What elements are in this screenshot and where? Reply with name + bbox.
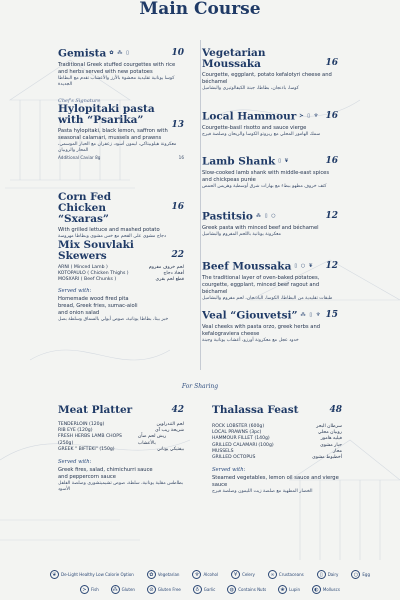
skewer-line: KOTOPAULO ( Chicken Thighs ) أفخاذ دجاج [58, 271, 184, 277]
item-name: Local Hammour [202, 110, 297, 123]
item-price: 10 [171, 48, 184, 58]
item-price: 16 [325, 58, 338, 68]
legend-item: ○ Egg [351, 570, 370, 579]
item-name: Pastitsio [202, 210, 253, 223]
egg-icon: ○ [351, 570, 360, 579]
platter-row: GREEK " BIFTEKI" (150g) بيفتيكي يوناني [58, 446, 184, 452]
served-with-label: Served with: [58, 287, 92, 294]
menu-item-gemista[interactable] [58, 48, 184, 88]
item-description-arabic: دجاج مشوي على الفحم مع خس مشوي وبطاطا مهروسة [58, 234, 167, 239]
skewer-line: ARNI ( Minced Lamb ) لحم خروف مفروم [58, 265, 184, 270]
column-divider [200, 40, 201, 370]
menu-item-chicken[interactable] [58, 192, 184, 240]
legend-item: ▯ Dairy [317, 570, 339, 579]
item-description: Traditional Greek stuffed courgettes with rice and herbs served with new potatoes [58, 61, 176, 75]
allergen-icons: ≻ ▯ ♆ [299, 113, 320, 119]
feast-row: GRILLED OCTOPUS أخطبوط مشوي [212, 455, 342, 461]
fish-icon: ≻ [80, 585, 89, 594]
caviar-note: Additional Caviar 8g [58, 155, 101, 160]
allergen-icons: ▯ ○ ¥ [294, 263, 314, 269]
served-with-label: Served with: [212, 467, 246, 474]
item-description: Courgette-basil risotto and sauce vierge [202, 124, 307, 131]
chef-signature-label: Chef's Signature [58, 98, 101, 104]
celery-icon: ¥ [231, 570, 240, 579]
legend-item: ¥ Celery [231, 570, 255, 579]
menu-item-lamb-shank[interactable] [202, 156, 338, 190]
legend-item: ◍ Contains Nuts [227, 585, 266, 594]
legend-item: ⊘ Gluten Free [147, 585, 181, 594]
item-description-arabic: خدود عجل مع معكرونة أورزو، أعشاب يونانية وجبنة [202, 337, 299, 343]
item-description: Veal cheeks with pasta orzo, greek herbs and kefalograviera cheese [202, 323, 321, 337]
item-description-arabic: معكرونة هيلوبيتاكي، ليمون أسود، زعفران مع الحبار الموسمي، المحار والروبيان [58, 142, 177, 153]
item-name: Beef Moussaka [202, 260, 292, 273]
item-description: Courgette, eggplant, potato kefalotyri cheese and béchamel [202, 72, 332, 85]
served-with-arabic: بطاطس مقلية يونانية، سلطة، صوص تشيميتشوري وصلصة الفلفل الأسود [58, 481, 184, 493]
legend-item: ✿ Vegetarian [147, 570, 180, 579]
left-column [58, 48, 184, 378]
allergen-icons: ⁂ ▯ ♆ [300, 312, 322, 318]
item-price: 12 [325, 261, 338, 271]
item-description: Greek pasta with minced beef and béchamel [202, 224, 319, 231]
item-price: 16 [171, 202, 184, 212]
served-with-description: Homemade wood fired pita bread, Greek fries, sumac-aioli and onion salad [58, 295, 138, 316]
item-price: 12 [325, 211, 338, 221]
thalassa-feast-section[interactable] [212, 405, 342, 495]
item-price: 16 [325, 111, 338, 121]
feast-row: MUSSELS محار [212, 448, 342, 454]
item-name: Hylopitaki pasta with “Psarika” [58, 103, 155, 126]
menu-item-pastitsio[interactable] [202, 211, 338, 238]
legend-item: ❦ De-Light Healthy Low Calorie Option [50, 570, 134, 579]
feast-row: HAMMOUR FILLET (140g) فيليه هامور [212, 436, 342, 442]
item-description-arabic: كوسا يونانية تقليدية محشوة بالأرز والأعشاب تقدم مع البطاطا الجديدة [58, 75, 175, 87]
feast-row: LOCAL PRAWNS (3pc) روبيان محلي [212, 430, 342, 436]
allergen-legend-row-1 [50, 570, 370, 579]
lupin-icon: ❀ [278, 585, 287, 594]
menu-item-veg-moussaka[interactable] [202, 48, 338, 92]
item-name: Gemista [58, 47, 107, 60]
meat-platter-section[interactable] [58, 405, 184, 493]
served-with-description: Greek fires, salad, chimichurri sauce and peppercorn sauce [58, 467, 153, 481]
menu-item-hylopitaki[interactable] [58, 98, 184, 160]
molluscs-icon: ◐ [312, 585, 321, 594]
menu-item-local-hammour[interactable] [202, 111, 338, 138]
item-price: 42 [171, 405, 184, 415]
garlic-icon: ♁ [193, 585, 202, 594]
menu-item-souvlaki[interactable] [58, 240, 184, 323]
platter-row: FRESH HERBS LAMB CHOPS (250g) ريش لحم ضأن بالأعشاب [58, 434, 167, 446]
item-description-arabic: كوسا، باذنجان، بطاطا، جبنة الكيفالوتيري والبشاميل [202, 86, 299, 91]
legend-item: ⁂ Gluten [112, 586, 135, 593]
item-price: 13 [171, 120, 184, 130]
legend-item: ❀ Lupin [278, 585, 300, 594]
allergen-icons: ▯ ¥ [278, 158, 290, 164]
item-price: 22 [171, 250, 184, 260]
item-name: Thalassa Feast [212, 404, 299, 416]
item-name: Vegetarian Moussaka [202, 47, 266, 70]
item-price: 16 [325, 156, 338, 166]
legend-item: ♆ Alcohol [192, 570, 218, 579]
served-with-arabic: خبز بيتا، بطاطا يونانية، صوص أيولي بالسماق وسلطة بصل [58, 316, 169, 322]
crustaceans-icon: ∞ [268, 570, 277, 579]
item-description: Slow-cooked lamb shank with middle-east spices and chickpeas purée [202, 169, 330, 183]
served-with-label: Served with: [58, 459, 92, 466]
served-with-description: Steamed vegetables, lemon oil sauce and vierge sauce [212, 475, 339, 489]
item-description: Pasta hylopitaki, black lemon, saffron with seasonal calamari, mussels and prawns [58, 128, 168, 141]
item-description: With grilled lettuce and mashed potato [58, 227, 160, 233]
for-sharing-label: For Sharing [181, 383, 219, 390]
dairy-icon: ▯ [317, 570, 326, 579]
gluten-free-icon: ⊘ [147, 585, 156, 594]
page-title: Main Course [139, 0, 261, 19]
item-description-arabic: طبقات تقليدية من البطاطا، الكوسا، الباذنجان، لحم مفروم والبشاميل [202, 295, 333, 301]
legend-item: ◐ Molluscs [312, 585, 340, 594]
item-description-arabic: معكرونة يونانية باللحم المفروم والبشاميل [202, 231, 281, 237]
item-description: The traditional layer of oven-baked potatoes, courgette, eggplant, minced beef ragout and béchamel [202, 274, 320, 295]
item-name: Veal “Giouvetsi” [202, 309, 298, 322]
feast-row: ROCK LOBSTER (600g) سرطان البحر [212, 424, 342, 429]
allergen-icons: ⁂ ▯ ○ [255, 213, 277, 219]
leaf-icon: ❦ [50, 570, 59, 579]
caviar-price: 16 [178, 155, 184, 160]
item-price: 15 [325, 310, 338, 320]
item-description-arabic: سمك الهامور المحلي مع ريزوتو الكوسا والريحان وصلصة فيرج [202, 131, 321, 137]
legend-item: ∞ Crustaceans [268, 570, 304, 579]
platter-row: RIB EYE (120g) شريحة ريب آي [58, 428, 184, 434]
served-with-arabic: الخضار المطهية مع صلصة زيت الليمون وصلصة فيرج [212, 489, 313, 495]
right-column [202, 48, 338, 378]
skewer-line: MOSXARI ( Beef Chunks ) قطع لحم بقري [58, 277, 184, 283]
alcohol-icon: ♆ [192, 570, 201, 579]
item-price: 48 [329, 405, 342, 415]
allergen-icons: ✿ ⁂ ▯ [109, 50, 130, 56]
legend-item: ♁ Garlic [193, 585, 216, 594]
item-name: Corn Fed Chicken “Sxaras” [58, 191, 112, 225]
gluten-icon: ⁂ [112, 586, 118, 593]
nuts-icon: ◍ [227, 585, 236, 594]
menu-item-veal-giouvetsi[interactable] [202, 310, 338, 344]
allergen-legend-row-2 [80, 585, 340, 594]
item-name: Meat Platter [58, 404, 133, 416]
platter-row: TENDERLOIN (120g) لحم التندرلوين [58, 422, 184, 427]
item-name: Mix Souvlaki Skewers [58, 239, 134, 262]
item-name: Lamb Shank [202, 155, 276, 168]
vegetarian-icon: ✿ [147, 570, 156, 579]
item-description-arabic: كتف خروف مطهو ببطء مع بهارات شرق أوسطية وهريس الحمص [202, 183, 327, 189]
legend-item: ≻ Fish [80, 585, 99, 594]
feast-row: GRILLED CALAMARI (100g) حبار مشوي [212, 442, 342, 448]
menu-item-beef-moussaka[interactable] [202, 261, 338, 302]
